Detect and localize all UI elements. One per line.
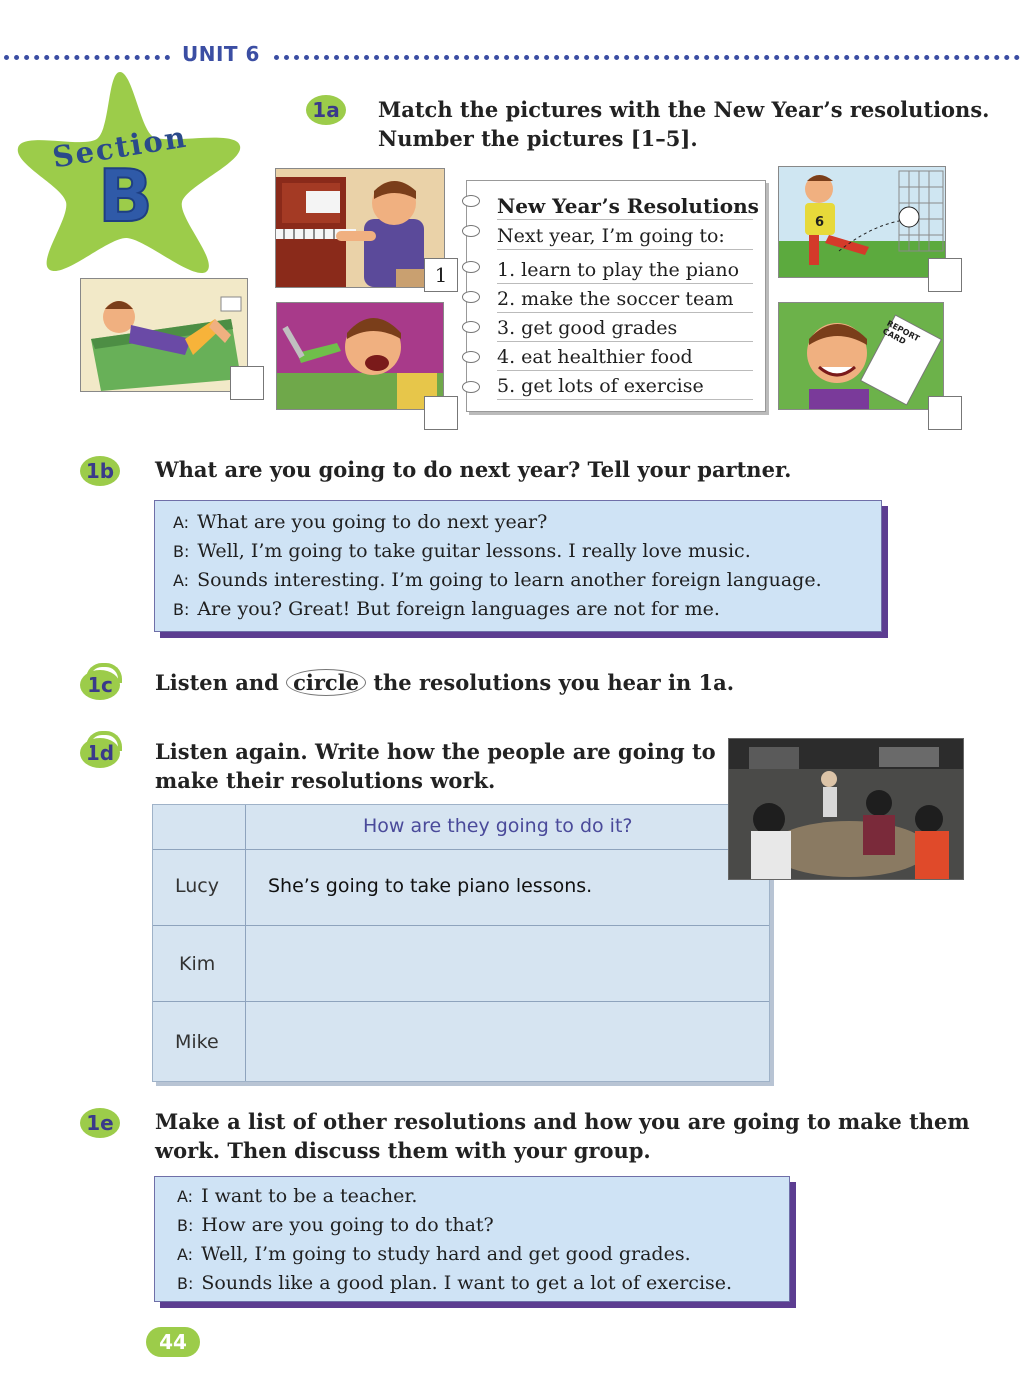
dialogue-text: Well, I’m going to study hard and get good grades.	[201, 1243, 691, 1265]
notepad-title: New Year’s Resolutions	[497, 191, 753, 220]
dialogue-text: I want to be a teacher.	[201, 1185, 418, 1207]
dialogue-box-1b	[154, 500, 882, 632]
answer-box-exercise[interactable]	[230, 366, 264, 400]
dialogue-text: Are you? Great! But foreign languages are not for me.	[197, 598, 720, 620]
notepad-ring-icon	[462, 351, 480, 363]
unit-title: UNIT 6	[182, 42, 260, 66]
speaker-label: A:	[177, 1187, 194, 1206]
table-header: How are they going to do it?	[363, 815, 633, 837]
speaker-label: B:	[177, 1274, 194, 1293]
table-row-name: Mike	[175, 1031, 219, 1053]
badge-1b: 1b	[80, 456, 120, 486]
resolution-item: 2. make the soccer team	[497, 284, 753, 313]
speaker-label: A:	[173, 571, 190, 590]
dialogue-text: How are you going to do that?	[201, 1214, 494, 1236]
piano-picture	[275, 168, 445, 288]
speaker-label: A:	[177, 1245, 194, 1264]
dialogue-text: Sounds interesting. I’m going to learn another foreign language.	[197, 569, 822, 591]
table-divider	[153, 925, 769, 926]
badge-1e: 1e	[80, 1108, 120, 1138]
instruction-1a-line1: Match the pictures with the New Year’s resolutions.	[378, 97, 990, 122]
instruction-1a-line2: Number the pictures [1–5].	[378, 126, 698, 151]
notepad-ring-icon	[462, 261, 480, 273]
badge-1c: 1c	[80, 670, 120, 700]
students-photo	[728, 738, 964, 880]
speaker-label: B:	[173, 542, 190, 561]
notepad-ring-icon	[462, 225, 480, 237]
resolution-item: 5. get lots of exercise	[497, 371, 753, 400]
notepad-ring-icon	[462, 195, 480, 207]
dialogue-line	[173, 511, 547, 533]
instruction-1e-line2: work. Then discuss them with your group.	[155, 1138, 651, 1163]
dialogue-text: What are you going to do next year?	[197, 511, 548, 533]
circled-word: circle	[286, 669, 366, 696]
resolution-item: 3. get good grades	[497, 313, 753, 342]
report-card-label: REPORT CARD	[881, 318, 921, 347]
instruction-1e-line1: Make a list of other resolutions and how you are going to make them	[155, 1109, 970, 1134]
answer-box-piano[interactable]: 1	[424, 258, 458, 292]
instruction-1c-before: Listen and	[155, 670, 279, 695]
instruction-1c-after: the resolutions you hear in 1a.	[373, 670, 735, 695]
dialogue-text: Well, I’m going to take guitar lessons. I really love music.	[197, 540, 751, 562]
report-card-picture	[778, 302, 944, 410]
notepad-ring-icon	[462, 381, 480, 393]
resolution-item: 4. eat healthier food	[497, 342, 753, 371]
soccer-shirt-number: 6	[815, 215, 825, 230]
header-dots-right	[274, 55, 1020, 60]
header-dots-left	[4, 55, 170, 60]
dialogue-box-1e	[154, 1176, 790, 1302]
instruction-1c	[155, 668, 734, 697]
table-divider	[153, 849, 769, 850]
instruction-1d-line1: Listen again. Write how the people are going to	[155, 739, 716, 764]
dialogue-line	[173, 569, 822, 591]
instruction-1d-line2: make their resolutions work.	[155, 768, 496, 793]
speaker-label: B:	[173, 600, 190, 619]
dialogue-line	[173, 598, 720, 620]
table-divider	[153, 1001, 769, 1002]
table-divider	[245, 805, 246, 1081]
exercise-picture	[80, 278, 248, 392]
answer-box-eating[interactable]	[424, 396, 458, 430]
notepad-ring-icon	[462, 321, 480, 333]
notepad-ring-icon	[462, 291, 480, 303]
instruction-1b: What are you going to do next year? Tell your partner.	[155, 457, 792, 482]
page-number: 44	[146, 1327, 200, 1357]
speaker-label: A:	[173, 513, 190, 532]
notepad-subtitle: Next year, I’m going to:	[497, 221, 753, 250]
dialogue-line	[177, 1243, 691, 1265]
dialogue-line	[173, 540, 751, 562]
eating-picture	[276, 302, 444, 410]
soccer-picture	[778, 166, 946, 278]
table-row-name: Lucy	[175, 875, 219, 897]
dialogue-line	[177, 1185, 417, 1207]
dialogue-line	[177, 1214, 494, 1236]
table-row-name: Kim	[179, 953, 216, 975]
badge-1a: 1a	[306, 95, 346, 125]
dialogue-text: Sounds like a good plan. I want to get a lot of exercise.	[201, 1272, 733, 1294]
section-letter: B	[98, 154, 153, 238]
speaker-label: B:	[177, 1216, 194, 1235]
resolution-item: 1. learn to play the piano	[497, 255, 753, 284]
resolutions-notepad	[466, 180, 766, 412]
answer-box-soccer[interactable]	[928, 258, 962, 292]
answer-box-report-card[interactable]	[928, 396, 962, 430]
resolutions-table	[152, 804, 770, 1082]
section-word: Section	[50, 119, 190, 175]
badge-1d: 1d	[80, 738, 120, 768]
dialogue-line	[177, 1272, 732, 1294]
table-row-answer[interactable]: She’s going to take piano lessons.	[268, 875, 593, 897]
